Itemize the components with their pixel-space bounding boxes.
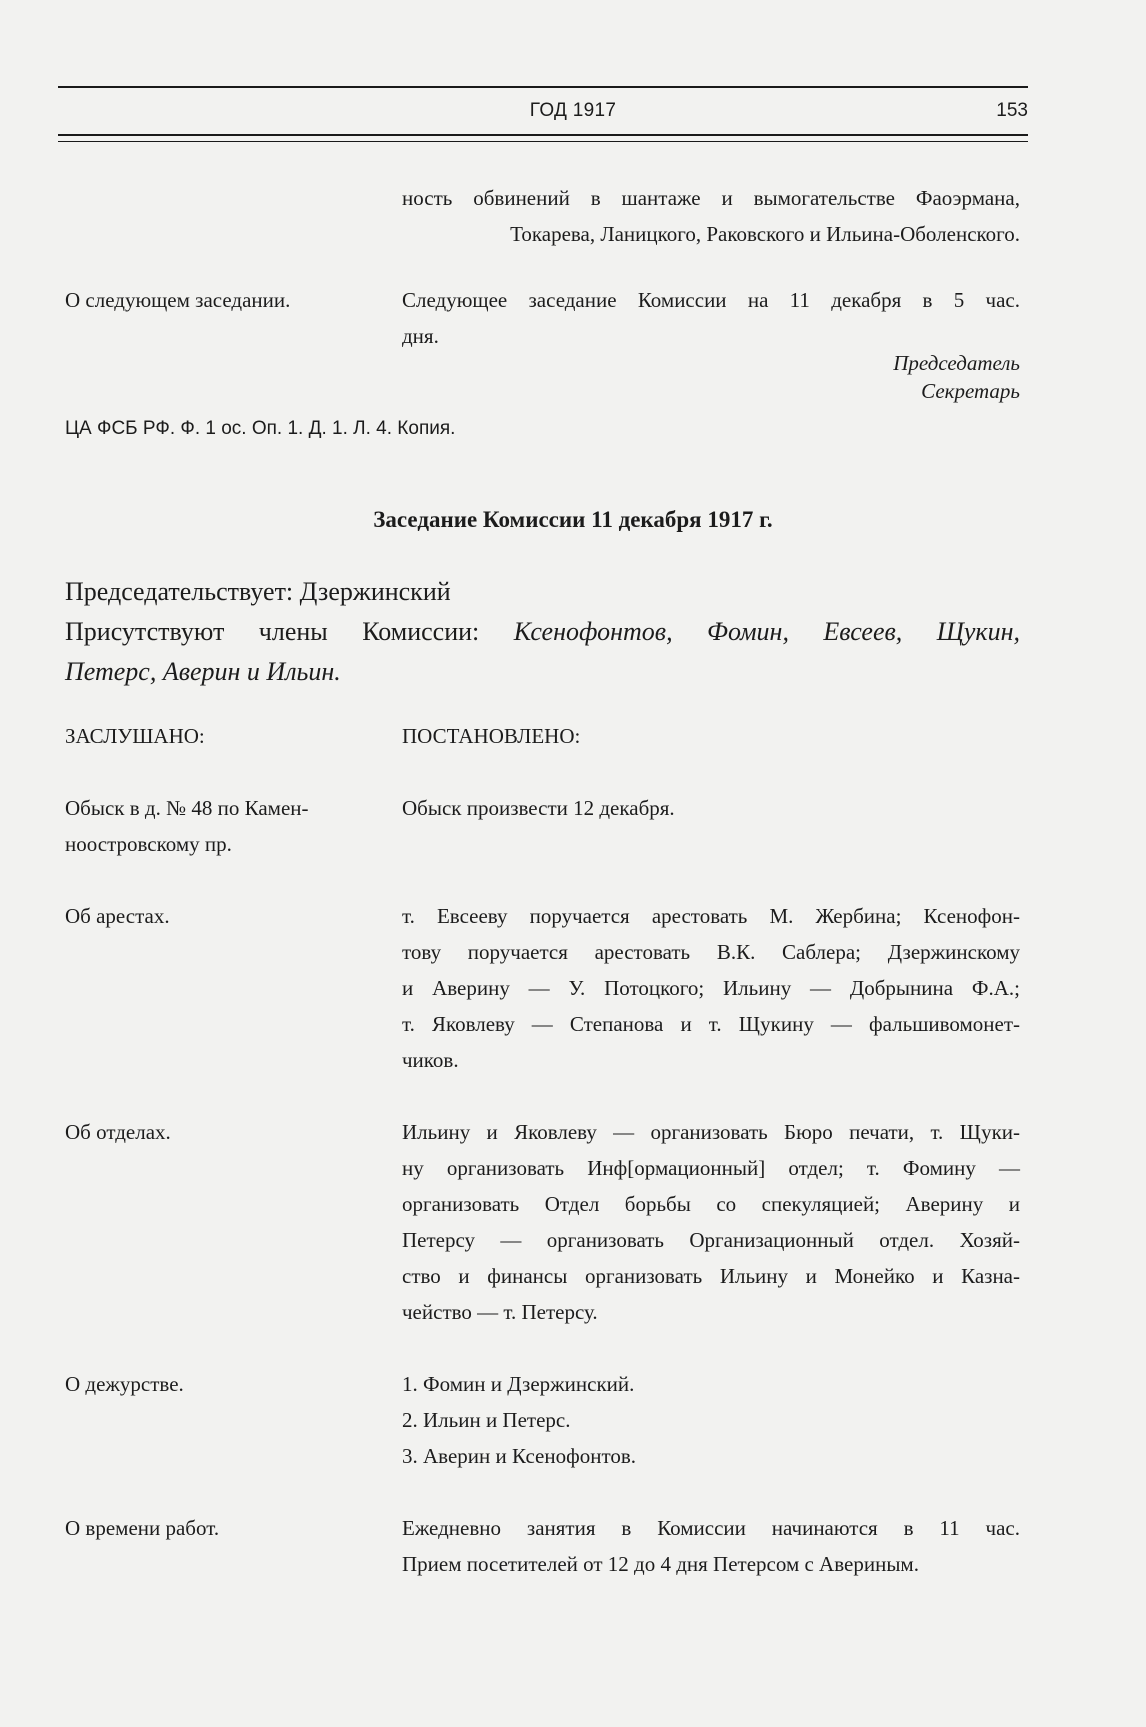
signature-secretary: Секретарь — [921, 379, 1020, 403]
arrests-line: т. Евсееву поручается арестовать М. Жербина; Ксенофон- — [402, 904, 1020, 928]
hours-label: О времени работ. — [65, 1516, 220, 1540]
members-names-2: Петерс, Аверин и Ильин. — [65, 657, 341, 686]
next-meeting-label: О следующем заседании. — [65, 288, 291, 312]
running-header-title: ГОД 1917 — [529, 100, 617, 121]
departments-line: Ильину и Яковлеву — организовать Бюро печати, т. Щуки- — [402, 1120, 1020, 1144]
header-rule-bottom-thin — [58, 141, 1028, 142]
arrests-line: тову поручается арестовать В.К. Саблера; Дзержинскому — [402, 940, 1020, 964]
column-heard-header: ЗАСЛУШАНО: — [65, 724, 205, 748]
archive-source-reference: ЦА ФСБ РФ. Ф. 1 ос. Оп. 1. Д. 1. Л. 4. Копия. — [65, 418, 456, 439]
search-decision: Обыск произвести 12 декабря. — [402, 796, 675, 820]
next-meeting-line-1: Следующее заседание Комиссии на 11 декабря в 5 час. — [402, 288, 1020, 312]
session-chair-line: Председательствует: Дзержинский — [65, 577, 451, 606]
arrests-line: т. Яковлеву — Степанова и т. Щукину — фальшивомонет- — [402, 1012, 1020, 1036]
duty-line: 2. Ильин и Петерс. — [402, 1408, 571, 1432]
session-members-line-1 — [65, 612, 1020, 652]
departments-line: организовать Отдел борьбы со спекуляцией; Аверину и — [402, 1192, 1020, 1216]
duty-line: 1. Фомин и Дзержинский. — [402, 1372, 635, 1396]
next-meeting-line-2: дня. — [402, 324, 439, 348]
members-names-1: Ксенофонтов, Фомин, Евсеев, Щукин, — [513, 617, 1020, 646]
continuation-line-2: Токарева, Ланицкого, Раковского и Ильина-Оболенского. — [510, 222, 1020, 246]
header-rule-bottom-thick — [58, 134, 1028, 136]
departments-label: Об отделах. — [65, 1120, 171, 1144]
duty-label: О дежурстве. — [65, 1372, 184, 1396]
search-label-line-1: Обыск в д. № 48 по Камен- — [65, 796, 309, 820]
hours-line: Прием посетителей от 12 до 4 дня Петерсом с Авериным. — [402, 1552, 919, 1576]
continuation-line-1: ность обвинений в шантаже и вымогательстве Фаоэрмана, — [402, 186, 1020, 210]
departments-line: ство и финансы организовать Ильину и Монейко и Казна- — [402, 1264, 1020, 1288]
duty-line: 3. Аверин и Ксенофонтов. — [402, 1444, 637, 1468]
session-title: Заседание Комиссии 11 декабря 1917 г. — [373, 507, 773, 532]
arrests-line: чиков. — [402, 1048, 459, 1072]
hours-line: Ежедневно занятия в Комиссии начинаются в 11 час. — [402, 1516, 1020, 1540]
departments-line: ну организовать Инф[ормационный] отдел; т. Фомину — — [402, 1156, 1020, 1180]
arrests-line: и Аверину — У. Потоцкого; Ильину — Добрынина Ф.А.; — [402, 976, 1020, 1000]
arrests-label: Об арестах. — [65, 904, 170, 928]
departments-line: Петерсу — организовать Организационный отдел. Хозяй- — [402, 1228, 1020, 1252]
departments-line: чейство — т. Петерсу. — [402, 1300, 598, 1324]
search-label-line-2: ноостровскому пр. — [65, 832, 232, 856]
column-decided-header: ПОСТАНОВЛЕНО: — [402, 724, 581, 748]
signature-chair: Председатель — [893, 351, 1020, 375]
members-prefix: Присутствуют члены Комиссии: — [65, 617, 514, 646]
page-number: 153 — [996, 100, 1028, 121]
session-members-line-2 — [65, 652, 1020, 692]
header-rule-top — [58, 86, 1028, 88]
